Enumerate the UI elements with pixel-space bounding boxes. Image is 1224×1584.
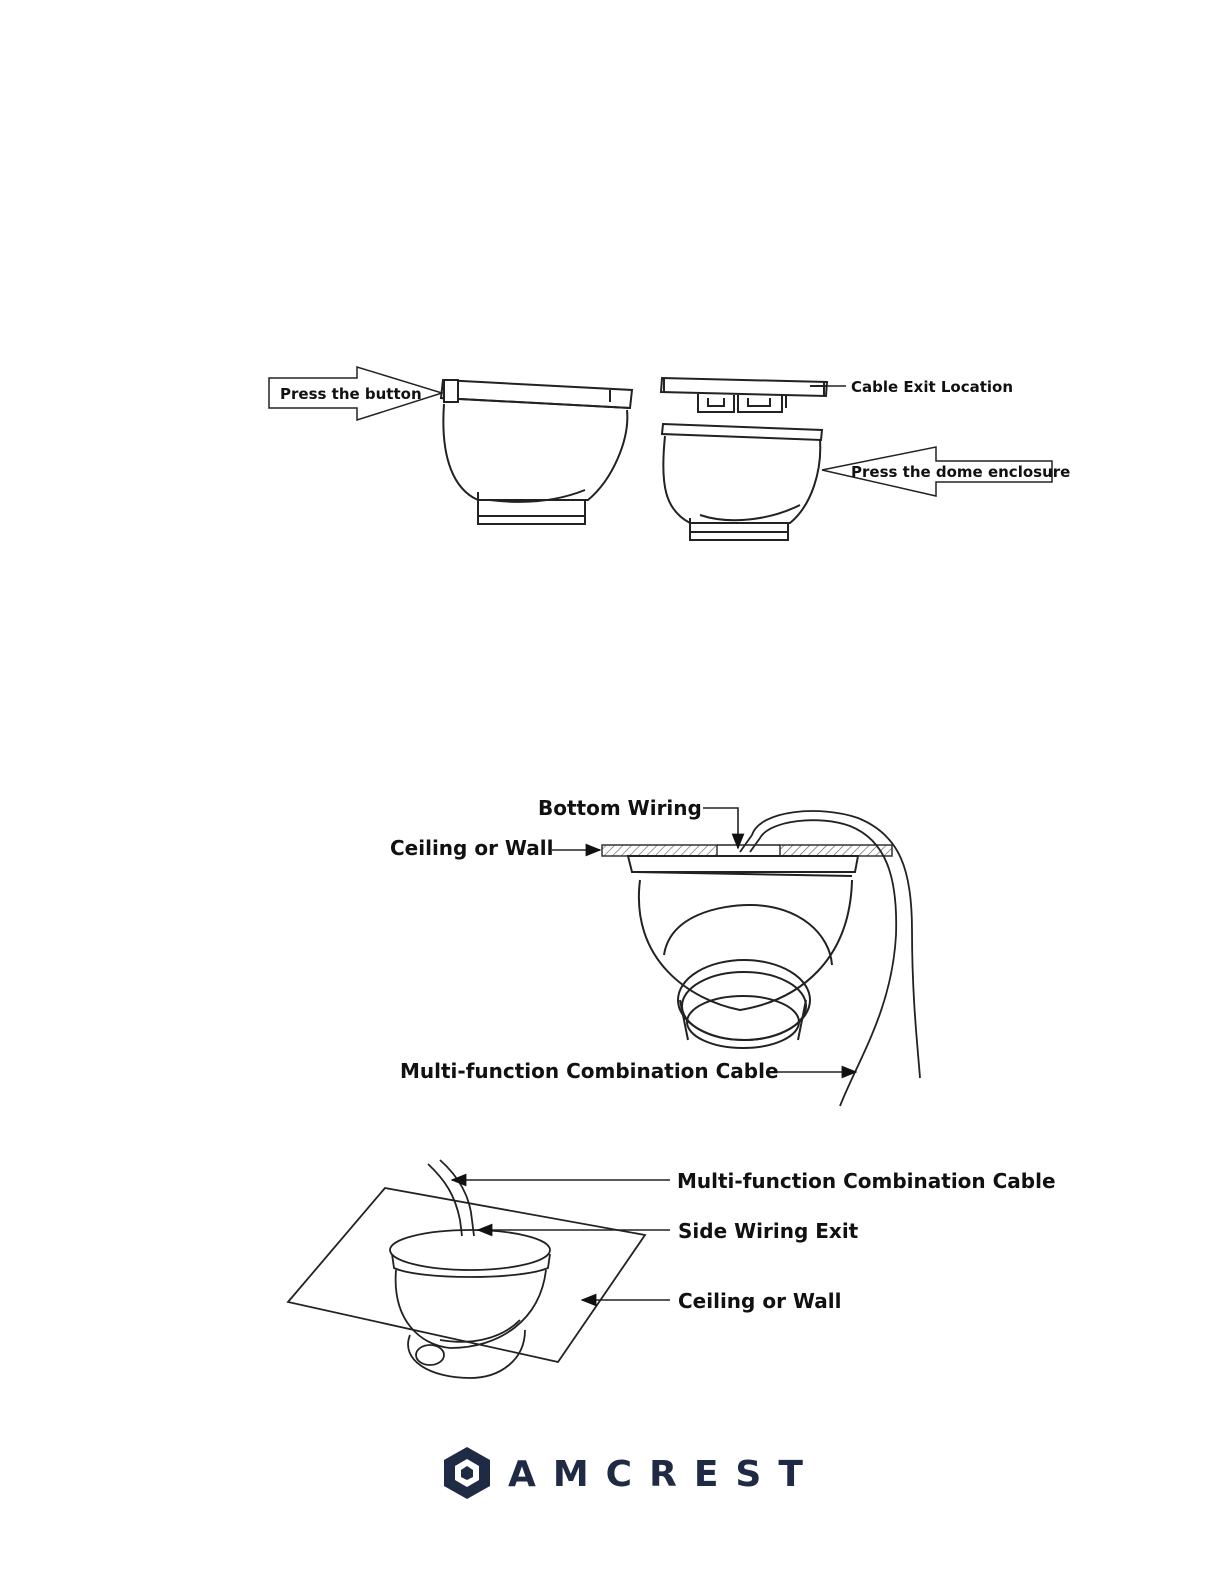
figure-side-wiring	[288, 1160, 670, 1378]
amcrest-wordmark: AMCREST	[508, 1454, 820, 1495]
label-press-dome: Press the dome enclosure	[851, 463, 1071, 481]
label-cable-2: Multi-function Combination Cable	[677, 1169, 1056, 1193]
label-cable-1: Multi-function Combination Cable	[400, 1059, 779, 1083]
label-press-button: Press the button	[280, 385, 422, 403]
label-ceiling-wall-1: Ceiling or Wall	[390, 836, 554, 860]
right-top-plate-drawing	[661, 378, 827, 412]
amcrest-logo-icon	[444, 1447, 490, 1499]
left-dome-drawing	[441, 380, 632, 524]
amcrest-logo	[444, 1447, 820, 1499]
label-cable-exit: Cable Exit Location	[851, 378, 1014, 396]
ceiling-panel-drawing	[288, 1188, 645, 1362]
ceiling-board-drawing	[602, 845, 892, 856]
bottom-wiring-leader	[703, 808, 738, 848]
right-dome-drawing	[662, 424, 822, 540]
label-bottom-wiring: Bottom Wiring	[538, 796, 702, 820]
label-ceiling-wall-2: Ceiling or Wall	[678, 1289, 842, 1313]
label-side-exit: Side Wiring Exit	[678, 1219, 859, 1243]
camera-bottom-wiring-drawing	[628, 856, 858, 1048]
